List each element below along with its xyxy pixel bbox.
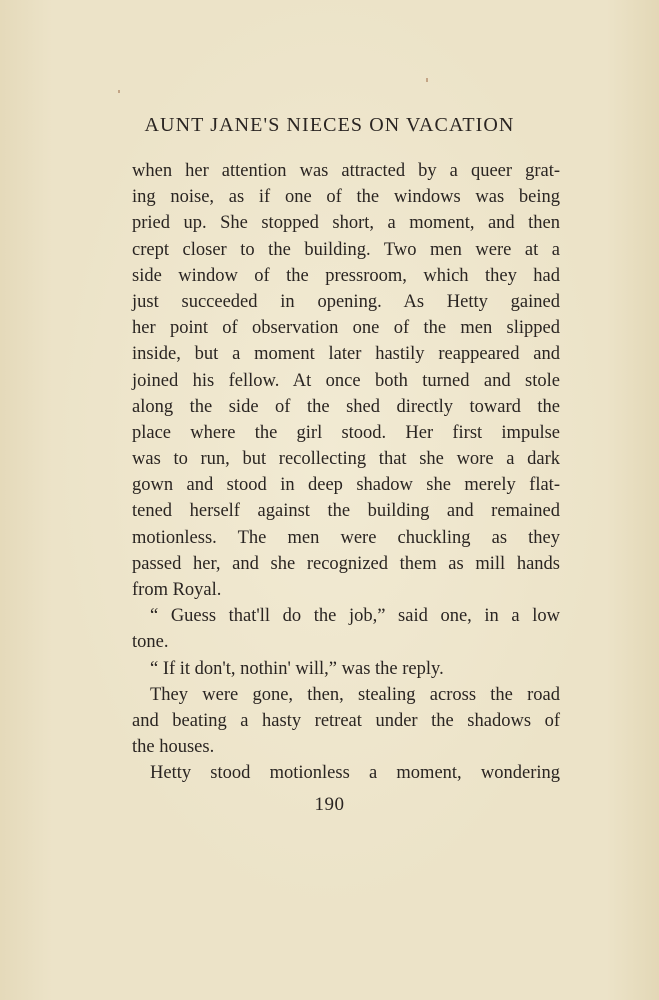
text-line: was to run, but recollecting that she wore a dark bbox=[132, 449, 560, 470]
text-line: crept closer to the building. Two men were at a bbox=[132, 239, 560, 260]
text-line: “ If it don't, nothin' will,” was the reply. bbox=[150, 658, 444, 679]
text-line: her point of observation one of the men slipped bbox=[132, 318, 560, 339]
text-line: joined his fellow. At once both turned and stole bbox=[132, 370, 560, 391]
text-line: the houses. bbox=[132, 737, 215, 758]
text-line: when her attention was attracted by a queer grat- bbox=[132, 161, 560, 181]
text-line: gown and stood in deep shadow she merely flat- bbox=[132, 475, 560, 496]
text-line: and beating a hasty retreat under the shadows of bbox=[132, 710, 560, 731]
text-line: tone. bbox=[132, 632, 169, 653]
text-line: from Royal. bbox=[132, 580, 222, 600]
text-line: side window of the pressroom, which they had bbox=[132, 265, 560, 286]
text-line: just succeeded in opening. As Hetty gained bbox=[132, 291, 560, 312]
text-line: They were gone, then, stealing across the road bbox=[150, 684, 560, 705]
text-line: “ Guess that'll do the job,” said one, in a low bbox=[150, 606, 560, 627]
text-line: inside, but a moment later hastily reappeared and bbox=[132, 344, 560, 365]
page-number: 190 bbox=[314, 794, 345, 815]
text-line: place where the girl stood. Her first impulse bbox=[132, 422, 560, 443]
body-text bbox=[132, 158, 560, 787]
text-line: pried up. She stopped short, a moment, and then bbox=[132, 213, 560, 234]
text-line: ing noise, as if one of the windows was being bbox=[132, 187, 560, 208]
text-line: Hetty stood motionless a moment, wondering bbox=[150, 763, 560, 784]
running-head: AUNT JANE'S NIECES ON VACATION bbox=[144, 114, 515, 136]
paper-speck bbox=[118, 90, 120, 93]
text-line: tened herself against the building and remained bbox=[132, 501, 560, 522]
text-line: along the side of the shed directly toward the bbox=[132, 396, 560, 417]
text-line: motionless. The men were chuckling as they bbox=[132, 527, 560, 548]
text-line: passed her, and she recognized them as mill hands bbox=[132, 553, 560, 574]
paper-speck bbox=[426, 78, 428, 82]
